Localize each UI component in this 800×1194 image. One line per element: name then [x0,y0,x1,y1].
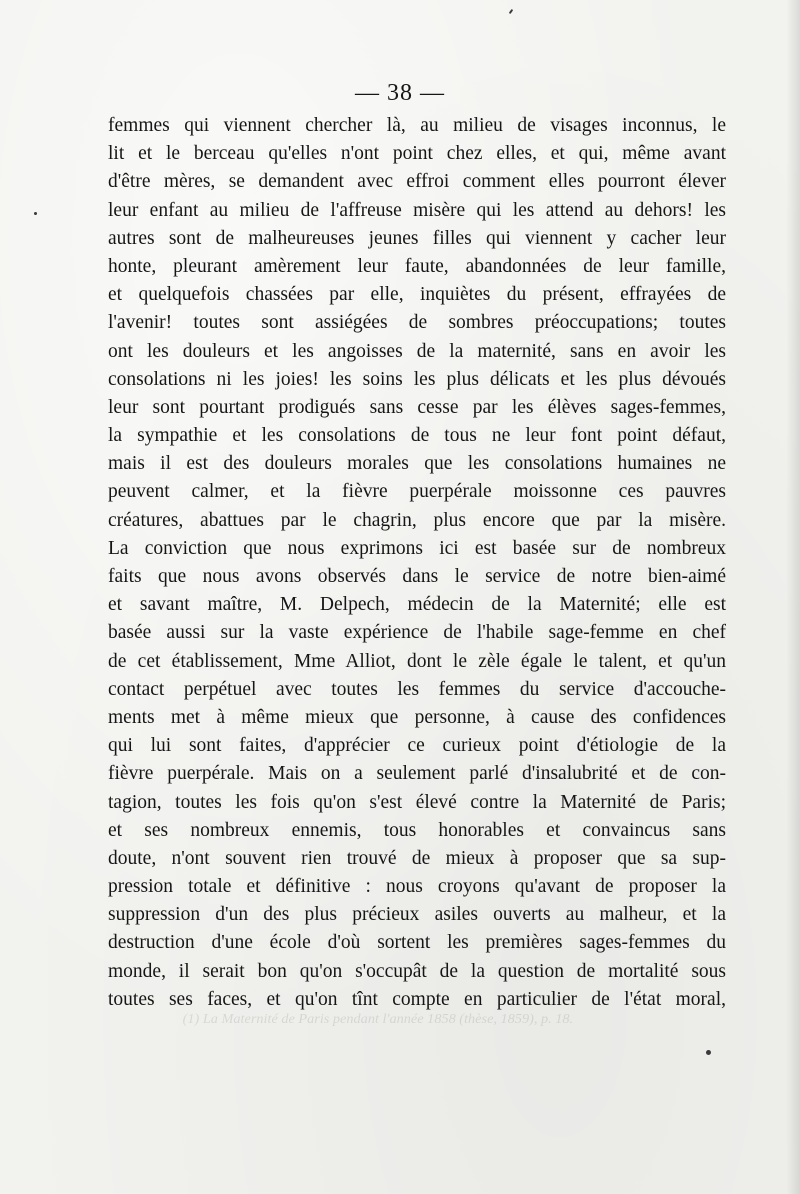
text-line: monde, il serait bon qu'on s'occupât de la question de mortalité sous [108,960,726,982]
text-line: d'être mères, se demandent avec effroi comment elles pourront élever [108,171,726,193]
text-line: autres sont de malheureuses jeunes filles qui viennent y cacher leur [108,227,726,249]
text-line: consolations ni les joies! les soins les plus délicats et les plus dévoués [108,368,726,390]
text-line: destruction d'une école d'où sortent les premières sages-femmes du [108,932,726,954]
text-line: leur enfant au milieu de l'affreuse misère qui les attend au dehors! les [108,199,726,221]
text-line: qui lui sont faites, d'apprécier ce curieux point d'étiologie de la [108,735,726,757]
ink-speck [34,212,37,215]
text-line: lit et le berceau qu'elles n'ont point chez elles, et qui, même avant [108,143,726,165]
body-text [108,112,726,1014]
text-line: ments met à même mieux que personne, à cause des confidences [108,706,726,728]
text-line: toutes ses faces, et qu'on tînt compte en particulier de l'état moral, [108,988,726,1010]
text-line: la sympathie et les consolations de tous ne leur font point défaut, [108,425,726,447]
text-line: ont les douleurs et les angoisses de la maternité, sans en avoir les [108,340,726,362]
text-line: fièvre puerpérale. Mais on a seulement parlé d'insalubrité et de con- [108,763,726,785]
footnote-bleed-through: (1) La Maternité de Paris pendant l'année 1858 (thèse, 1859), p. 18. [182,1012,574,1027]
text-line: contact perpétuel avec toutes les femmes du service d'accouche- [108,678,726,700]
text-line: créatures, abattues par le chagrin, plus encore que par la misère. [108,509,726,531]
text-line: leur sont pourtant prodigués sans cesse par les élèves sages-femmes, [108,396,726,418]
text-line: et savant maître, M. Delpech, médecin de la Maternité; elle est [108,594,726,616]
text-line: basée aussi sur la vaste expérience de l'habile sage-femme en chef [108,622,726,644]
text-line: tagion, toutes les fois qu'on s'est élevé contre la Maternité de Paris; [108,791,726,813]
text-line: honte, pleurant amèrement leur faute, abandonnées de leur famille, [108,255,726,277]
text-line: peuvent calmer, et la fièvre puerpérale moissonne ces pauvres [108,481,726,503]
text-line: mais il est des douleurs morales que les consolations humaines ne [108,453,726,475]
text-line: et ses nombreux ennemis, tous honorables et convaincus sans [108,819,726,841]
text-line: et quelquefois chassées par elle, inquiètes du présent, effrayées de [108,284,726,306]
text-line: suppression d'un des plus précieux asiles ouverts au malheur, et la [108,904,726,926]
page-number: — 38 — [355,80,445,106]
text-line: doute, n'ont souvent rien trouvé de mieux à proposer que sa sup- [108,847,726,869]
text-line: femmes qui viennent chercher là, au milieu de visages inconnus, le [108,115,726,136]
page-edge-shadow [786,0,800,1194]
text-line: pression totale et définitive : nous croyons qu'avant de proposer la [108,876,726,898]
text-line: faits que nous avons observés dans le service de notre bien-aimé [108,566,726,587]
ink-speck [706,1050,711,1055]
text-line: La conviction que nous exprimons ici est basée sur de nombreux [108,537,726,559]
text-line: l'avenir! toutes sont assiégées de sombres préoccupations; toutes [108,312,726,334]
text-line: de cet établissement, Mme Alliot, dont le zèle égale le talent, et qu'un [108,650,726,672]
ink-speck [509,9,514,14]
